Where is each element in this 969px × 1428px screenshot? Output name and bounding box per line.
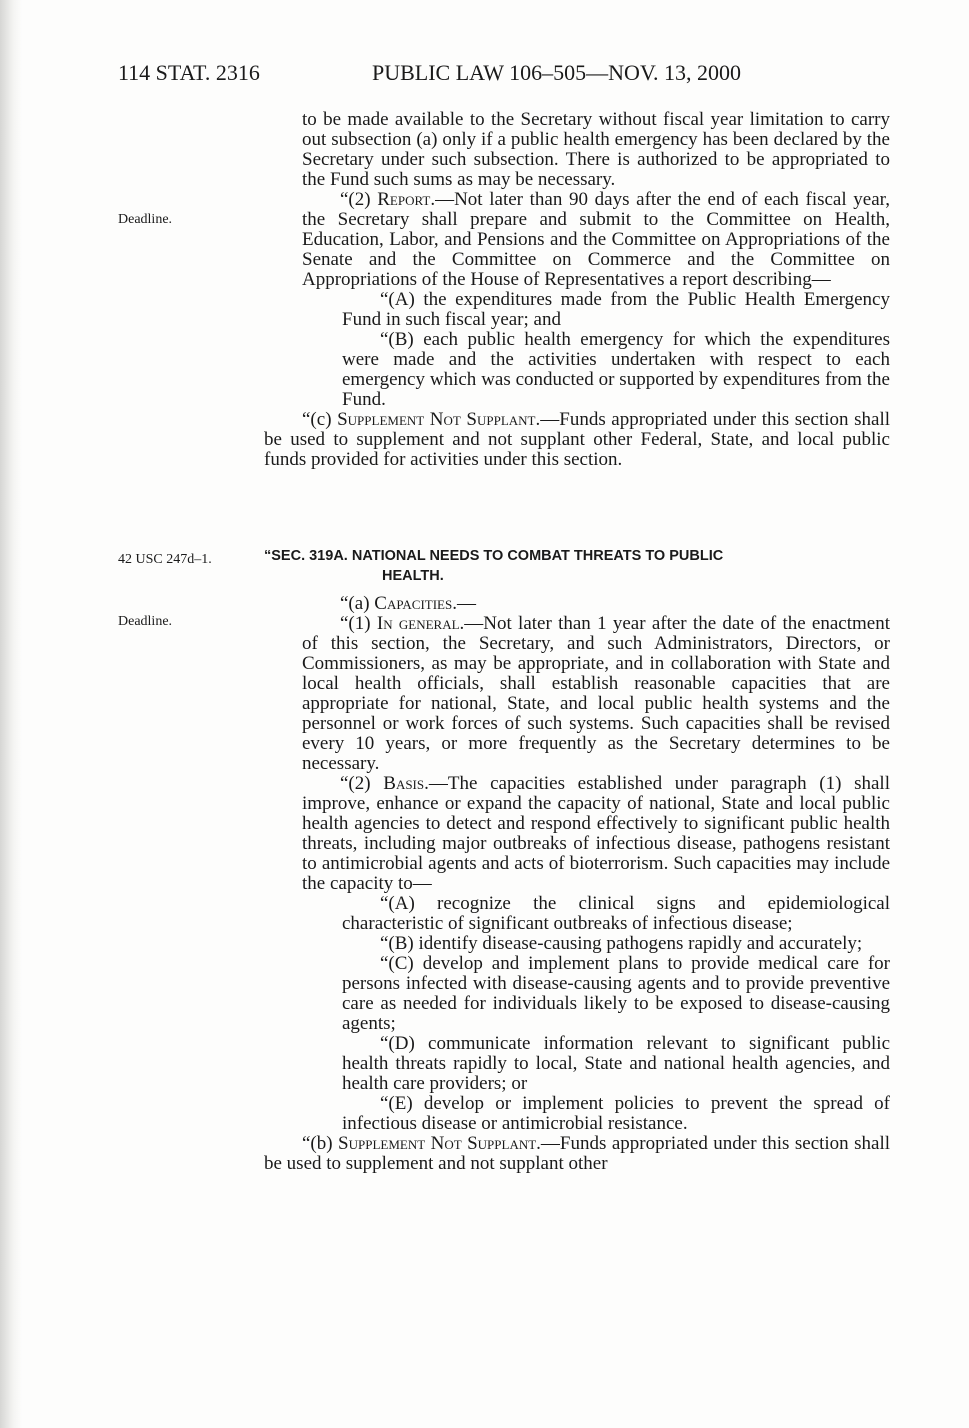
page-header — [118, 60, 898, 90]
paragraph-supplement-not-supplant: “(c) Supplement Not Supplant.—Funds appropriated under this section shall be used to supplement and not supplant other Federal, State, and local public funds provided for activities under this section. — [264, 409, 890, 470]
text-block-section-319a — [264, 594, 890, 1174]
section-heading: “SEC. 319A. NATIONAL NEEDS TO COMBAT THREATS TO PUBLIC HEALTH. — [264, 548, 724, 584]
public-law-title: PUBLIC LAW 106–505—NOV. 13, 2000 — [372, 60, 741, 85]
report-heading: Report — [377, 189, 431, 210]
list-item-communicate: “(D) communicate information relevant to significant public health threats rapidly to local, State and national health agencies, and health care providers; or — [342, 1033, 890, 1094]
list-item-policies: “(E) develop or implement policies to prevent the spread of infectious disease or antimicrobial resistance. — [342, 1093, 890, 1134]
basis-heading: Basis — [383, 773, 425, 794]
statute-page-number: 114 STAT. 2316 — [118, 60, 260, 85]
list-item-recognize: “(A) recognize the clinical signs and epidemiological characteristic of significant outbreaks of infectious disease; — [342, 893, 890, 934]
capacities-heading: Capacities — [374, 593, 453, 614]
paragraph-report: “(2) Report.—Not later than 90 days after the end of each fiscal year, the Secretary shall prepare and submit to the Committee on Health, Education, Labor, and Pensions and the Committee on Appropriations of the Senate and the Committee on Commerce and the Committee on Appropriations of the House of Representatives a report describing— — [302, 189, 890, 290]
paragraph-basis: “(2) Basis.—The capacities established under paragraph (1) shall improve, enhance or expand the capacity of national, State and local public health agencies to detect and respond effectively to significant public health threats, including major outbreaks of infectious disease, pathogens resistant to antimicrobial agents and acts of bioterrorism. Such capacities may include the capacity to— — [302, 773, 890, 894]
margin-note-usc-citation: 42 USC 247d–1. — [118, 552, 212, 567]
list-item-develop-plans: “(C) develop and implement plans to provide medical care for persons infected with disease-causing agents and to provide preventive care as needed for individuals likely to be exposed to disease-causing agents; — [342, 953, 890, 1034]
list-item-expenditures: “(A) the expenditures made from the Public Health Emergency Fund in such fiscal year; and — [342, 289, 890, 330]
list-item-emergencies: “(B) each public health emergency for which the expenditures were made and the activities undertaken with respect to each emergency which was conducted or supported by expenditures from the Fund. — [342, 329, 890, 410]
paragraph-fund-continuation: to be made available to the Secretary without fiscal year limitation to carry out subsection (a) only if a public health emergency has been declared by the Secretary under such subsection. There is authorized to be appropriated to the Fund such sums as may be necessary. — [302, 109, 890, 190]
supplement-heading: Supplement Not Supplant — [338, 1133, 537, 1154]
in-general-heading: In general — [376, 613, 460, 634]
subsection-capacities-heading: “(a) Capacities.— — [340, 593, 476, 614]
margin-note-deadline: Deadline. — [118, 614, 173, 629]
supplement-heading: Supplement Not Supplant — [337, 409, 536, 430]
subsection-supplement-not-supplant: “(b) Supplement Not Supplant.—Funds appropriated under this section shall be used to supplement and not supplant other — [264, 1133, 891, 1174]
margin-note-deadline: Deadline. — [118, 212, 173, 227]
paragraph-in-general: “(1) In general.—Not later than 1 year after the date of the enactment of this section, the Secretary, and such Administrators, Directors, or Commissioners, as may be appropriate, and in collaboration with State and local health officials, shall establish reasonable capacities that are appropriate for national, State, and local public health systems and the personnel or work forces of such systems. Such capacities shall be revised every 10 years, or more frequently as the Secretary determines to be necessary. — [302, 613, 891, 774]
scan-binding-edge — [0, 0, 22, 1428]
list-item-identify: “(B) identify disease-causing pathogens rapidly and accurately; — [380, 933, 863, 954]
text-block-fund-report — [264, 110, 890, 470]
